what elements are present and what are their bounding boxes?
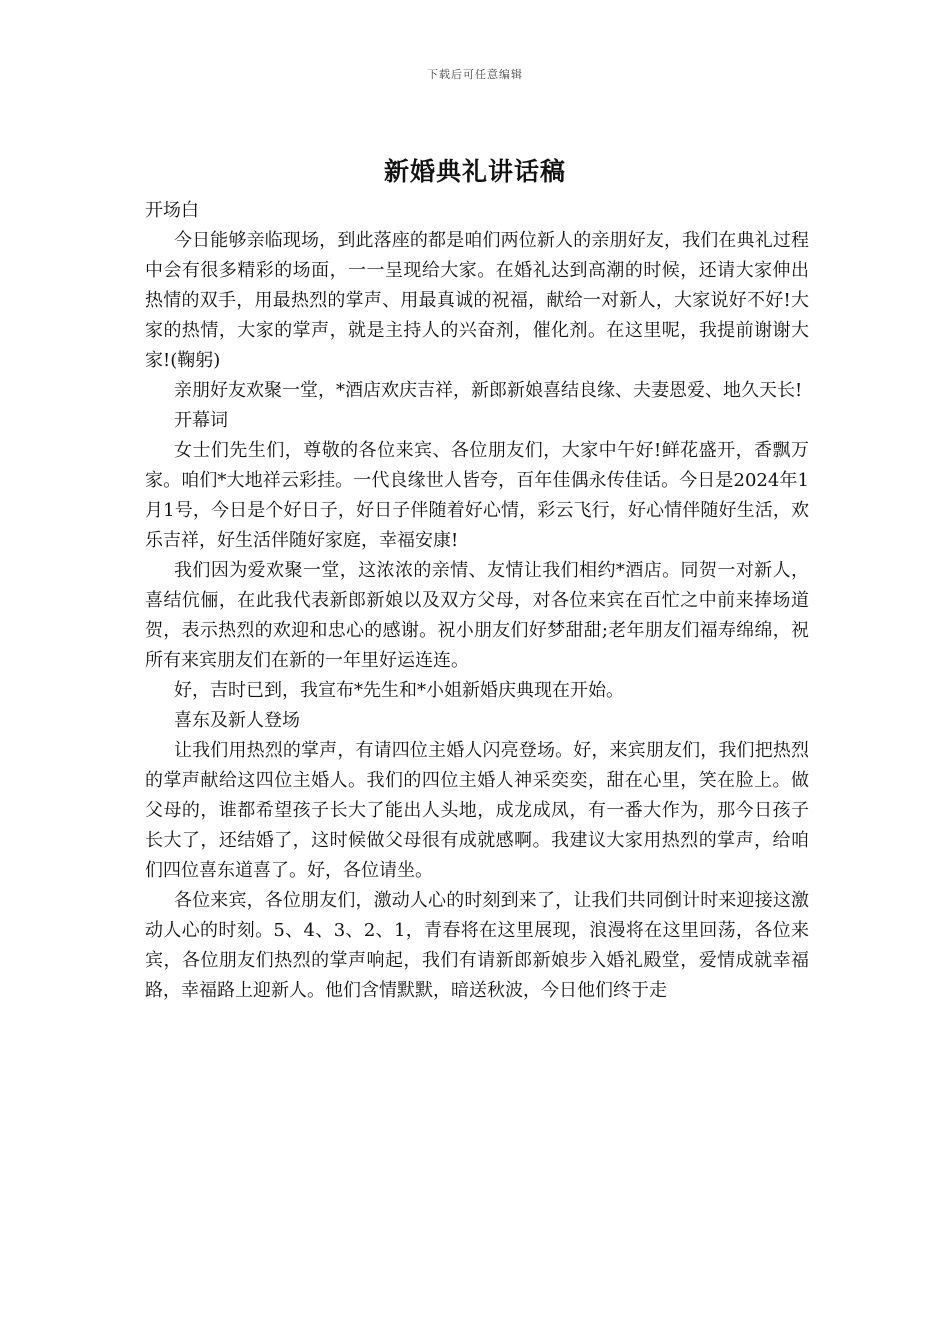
- paragraph: 好，吉时已到，我宣布*先生和*小姐新婚庆典现在开始。: [174, 680, 624, 701]
- paragraph: 我们因为爱欢聚一堂，这浓浓的亲情、友情让我们相约*酒店。同贺一对新人，喜结伉俪，在此我代表新郎新娘以及双方父母，对各位来宾在百忙之中前来捧场道贺，表示热烈的欢迎和忠心的感谢。祝小朋友们好梦甜甜;老年朋友们福寿绵绵，祝所有来宾朋友们在新的一年里好运连连。: [145, 560, 809, 671]
- paragraph: 今日能够亲临现场，到此落座的都是咱们两位新人的亲朋好友，我们在典礼过程中会有很多精彩的场面，一一呈现给大家。在婚礼达到高潮的时候，还请大家伸出热情的双手，用最热烈的掌声、用最真诚的祝福，献给一对新人，大家说好不好!大家的热情，大家的掌声，就是主持人的兴奋剂，催化剂。在这里呢，我提前谢谢大家!(鞠躬): [145, 230, 809, 371]
- paragraph: 亲朋好友欢聚一堂，*酒店欢庆吉祥，新郎新娘喜结良缘、夫妻恩爱、地久天长!: [174, 380, 803, 401]
- section-heading-opening: 开场白: [145, 200, 199, 221]
- paragraph: 让我们用热烈的掌声，有请四位主婚人闪亮登场。好，来宾朋友们，我们把热烈的掌声献给这四位主婚人。我们的四位主婚人神采奕奕，甜在心里，笑在脸上。做父母的，谁都希望孩子长大了能出人头地，成龙成凤，有一番大作为，那今日孩子长大了，还结婚了，这时候做父母很有成就感啊。我建议大家用热烈的掌声，给咱们四位喜东道喜了。好，各位请坐。: [145, 740, 809, 881]
- section-heading-opening-speech: 开幕词: [174, 410, 228, 431]
- document-body: [145, 196, 809, 1006]
- header-note: 下载后可任意编辑: [427, 68, 523, 81]
- paragraph: 各位来宾，各位朋友们，激动人心的时刻到来了，让我们共同倒计时来迎接这激动人心的时刻。5、4、3、2、1，青春将在这里展现，浪漫将在这里回荡，各位来宾，各位朋友们热烈的掌声响起，我们有请新郎新娘步入婚礼殿堂，爱情成就幸福路，幸福路上迎新人。他们含情默默，暗送秋波，今日他们终于走: [145, 890, 809, 1001]
- section-heading-entrance: 喜东及新人登场: [174, 710, 300, 731]
- paragraph: 女士们先生们，尊敬的各位来宾、各位朋友们，大家中午好!鲜花盛开，香飘万家。咱们*大地祥云彩挂。一代良缘世人皆夸，百年佳偶永传佳话。今日是2024年1月1号，今日是个好日子，好日子伴随着好心情，彩云飞行，好心情伴随好生活，欢乐吉祥，好生活伴随好家庭，幸福安康!: [145, 440, 809, 551]
- document-title: 新婚典礼讲话稿: [383, 157, 566, 186]
